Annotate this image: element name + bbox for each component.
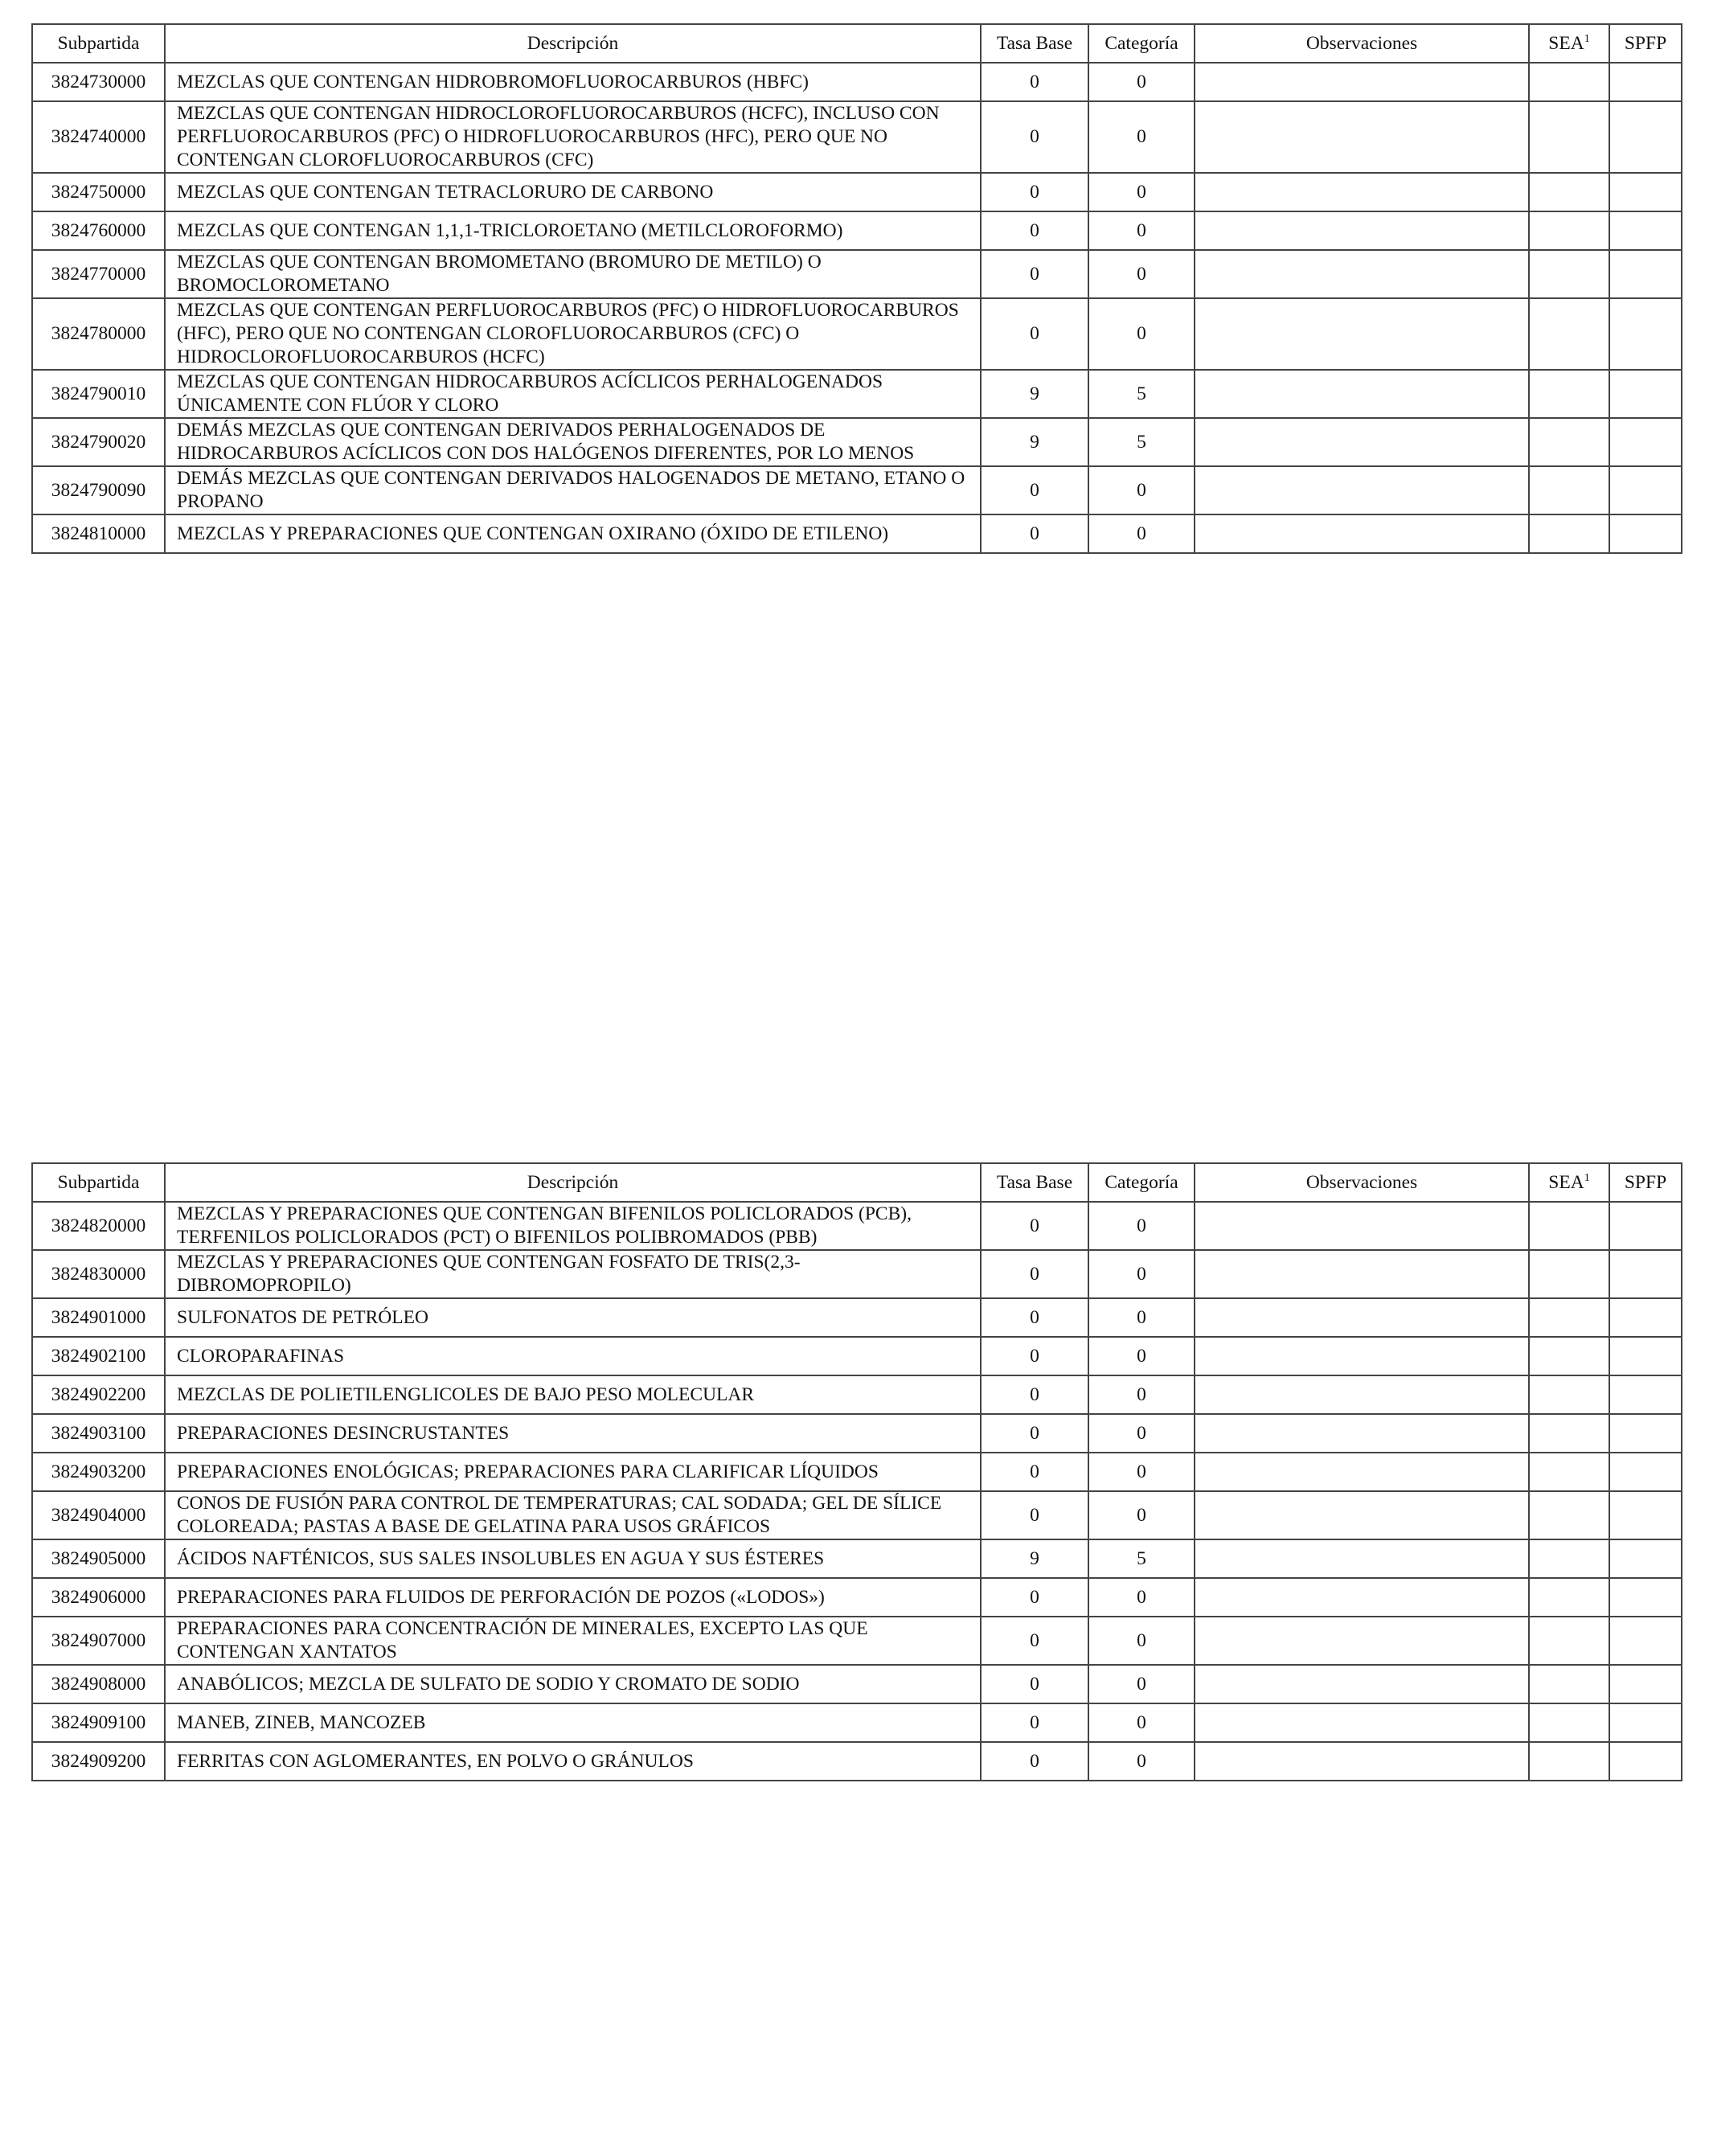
cell-tasa-base: 0	[981, 298, 1088, 370]
header-spfp: SPFP	[1609, 1163, 1682, 1202]
table-row	[32, 466, 1682, 514]
cell-subpartida: 3824740000	[32, 101, 165, 173]
cell-spfp	[1609, 1539, 1682, 1578]
cell-tasa-base: 0	[981, 101, 1088, 173]
cell-descripcion: ANABÓLICOS; MEZCLA DE SULFATO DE SODIO Y CROMATO DE SODIO	[165, 1665, 981, 1703]
cell-spfp	[1609, 1742, 1682, 1781]
cell-categoria: 5	[1088, 1539, 1195, 1578]
cell-categoria: 0	[1088, 1375, 1195, 1414]
cell-sea	[1529, 466, 1609, 514]
cell-subpartida: 3824909100	[32, 1703, 165, 1742]
table-row	[32, 298, 1682, 370]
cell-subpartida: 3824780000	[32, 298, 165, 370]
cell-descripcion: MEZCLAS QUE CONTENGAN PERFLUOROCARBUROS (PFC) O HIDROFLUOROCARBUROS (HFC), PERO QUE NO CONTENGAN CLOROFLUOROCARBUROS (CFC) O HIDROCLOROFLUOROCARBUROS (HCFC)	[165, 298, 981, 370]
cell-sea	[1529, 370, 1609, 418]
cell-subpartida: 3824904000	[32, 1491, 165, 1539]
table-row	[32, 514, 1682, 553]
cell-categoria: 0	[1088, 1337, 1195, 1375]
cell-sea	[1529, 1742, 1609, 1781]
cell-tasa-base: 9	[981, 370, 1088, 418]
cell-tasa-base: 0	[981, 1617, 1088, 1665]
cell-sea	[1529, 211, 1609, 250]
cell-sea	[1529, 418, 1609, 466]
cell-subpartida: 3824902100	[32, 1337, 165, 1375]
cell-subpartida: 3824820000	[32, 1202, 165, 1250]
table-row	[32, 1250, 1682, 1298]
cell-observaciones	[1195, 298, 1529, 370]
cell-sea	[1529, 1617, 1609, 1665]
cell-tasa-base: 0	[981, 1375, 1088, 1414]
cell-subpartida: 3824750000	[32, 173, 165, 211]
cell-spfp	[1609, 211, 1682, 250]
header-observaciones: Observaciones	[1195, 24, 1529, 63]
table-row	[32, 1539, 1682, 1578]
cell-observaciones	[1195, 466, 1529, 514]
cell-tasa-base: 0	[981, 63, 1088, 101]
cell-subpartida: 3824770000	[32, 250, 165, 298]
cell-descripcion: CLOROPARAFINAS	[165, 1337, 981, 1375]
cell-tasa-base: 0	[981, 1298, 1088, 1337]
table-row	[32, 1491, 1682, 1539]
cell-categoria: 0	[1088, 1250, 1195, 1298]
cell-descripcion: MEZCLAS QUE CONTENGAN TETRACLORURO DE CARBONO	[165, 173, 981, 211]
cell-tasa-base: 0	[981, 250, 1088, 298]
tariff-table	[31, 1162, 1682, 1781]
cell-spfp	[1609, 1375, 1682, 1414]
header-observaciones: Observaciones	[1195, 1163, 1529, 1202]
cell-sea	[1529, 1337, 1609, 1375]
cell-categoria: 0	[1088, 101, 1195, 173]
cell-tasa-base: 0	[981, 1665, 1088, 1703]
cell-descripcion: MEZCLAS QUE CONTENGAN 1,1,1-TRICLOROETANO (METILCLOROFORMO)	[165, 211, 981, 250]
cell-sea	[1529, 1375, 1609, 1414]
cell-sea	[1529, 1414, 1609, 1453]
cell-categoria: 0	[1088, 1414, 1195, 1453]
header-sea-label: SEA	[1548, 1171, 1584, 1193]
cell-descripcion: MEZCLAS QUE CONTENGAN HIDROBROMOFLUOROCARBUROS (HBFC)	[165, 63, 981, 101]
cell-observaciones	[1195, 1703, 1529, 1742]
cell-spfp	[1609, 1491, 1682, 1539]
cell-observaciones	[1195, 1539, 1529, 1578]
cell-descripcion: MEZCLAS QUE CONTENGAN BROMOMETANO (BROMURO DE METILO) O BROMOCLOROMETANO	[165, 250, 981, 298]
cell-descripcion: PREPARACIONES PARA CONCENTRACIÓN DE MINERALES, EXCEPTO LAS QUE CONTENGAN XANTATOS	[165, 1617, 981, 1665]
cell-categoria: 0	[1088, 466, 1195, 514]
cell-spfp	[1609, 370, 1682, 418]
cell-observaciones	[1195, 1491, 1529, 1539]
cell-tasa-base: 9	[981, 418, 1088, 466]
cell-subpartida: 3824901000	[32, 1298, 165, 1337]
cell-sea	[1529, 1453, 1609, 1491]
table-row	[32, 1742, 1682, 1781]
cell-observaciones	[1195, 250, 1529, 298]
cell-sea	[1529, 1491, 1609, 1539]
header-subpartida: Subpartida	[32, 24, 165, 63]
cell-descripcion: PREPARACIONES DESINCRUSTANTES	[165, 1414, 981, 1453]
cell-tasa-base: 0	[981, 1414, 1088, 1453]
cell-categoria: 0	[1088, 1742, 1195, 1781]
cell-descripcion: MEZCLAS DE POLIETILENGLICOLES DE BAJO PESO MOLECULAR	[165, 1375, 981, 1414]
cell-categoria: 0	[1088, 1665, 1195, 1703]
table-row	[32, 211, 1682, 250]
cell-sea	[1529, 63, 1609, 101]
cell-subpartida: 3824905000	[32, 1539, 165, 1578]
cell-descripcion: ÁCIDOS NAFTÉNICOS, SUS SALES INSOLUBLES EN AGUA Y SUS ÉSTERES	[165, 1539, 981, 1578]
cell-descripcion: FERRITAS CON AGLOMERANTES, EN POLVO O GRÁNULOS	[165, 1742, 981, 1781]
table-row	[32, 1337, 1682, 1375]
cell-subpartida: 3824810000	[32, 514, 165, 553]
cell-observaciones	[1195, 1578, 1529, 1617]
sea-footnote-marker: 1	[1584, 1171, 1590, 1184]
header-spfp: SPFP	[1609, 24, 1682, 63]
table-row	[32, 1298, 1682, 1337]
cell-observaciones	[1195, 370, 1529, 418]
cell-observaciones	[1195, 1202, 1529, 1250]
cell-categoria: 0	[1088, 211, 1195, 250]
cell-spfp	[1609, 63, 1682, 101]
header-subpartida: Subpartida	[32, 1163, 165, 1202]
cell-spfp	[1609, 1578, 1682, 1617]
cell-observaciones	[1195, 101, 1529, 173]
table-row	[32, 63, 1682, 101]
cell-categoria: 0	[1088, 1491, 1195, 1539]
cell-tasa-base: 9	[981, 1539, 1088, 1578]
cell-subpartida: 3824903100	[32, 1414, 165, 1453]
cell-spfp	[1609, 101, 1682, 173]
cell-observaciones	[1195, 1665, 1529, 1703]
table-row	[32, 250, 1682, 298]
table-row	[32, 1202, 1682, 1250]
cell-observaciones	[1195, 1414, 1529, 1453]
cell-subpartida: 3824830000	[32, 1250, 165, 1298]
cell-categoria: 5	[1088, 370, 1195, 418]
cell-descripcion: CONOS DE FUSIÓN PARA CONTROL DE TEMPERATURAS; CAL SODADA; GEL DE SÍLICE COLOREADA; PASTAS A BASE DE GELATINA PARA USOS GRÁFICOS	[165, 1491, 981, 1539]
cell-sea	[1529, 1703, 1609, 1742]
cell-spfp	[1609, 1453, 1682, 1491]
cell-spfp	[1609, 1617, 1682, 1665]
cell-subpartida: 3824906000	[32, 1578, 165, 1617]
cell-sea	[1529, 1202, 1609, 1250]
cell-tasa-base: 0	[981, 1491, 1088, 1539]
tariff-table	[31, 23, 1682, 554]
cell-subpartida: 3824790020	[32, 418, 165, 466]
table-row	[32, 1453, 1682, 1491]
header-categoria: Categoría	[1088, 1163, 1195, 1202]
cell-sea	[1529, 250, 1609, 298]
cell-observaciones	[1195, 418, 1529, 466]
table-row	[32, 1375, 1682, 1414]
header-tasa-base: Tasa Base	[981, 1163, 1088, 1202]
cell-descripcion: DEMÁS MEZCLAS QUE CONTENGAN DERIVADOS PERHALOGENADOS DE HIDROCARBUROS ACÍCLICOS CON DOS HALÓGENOS DIFERENTES, POR LO MENOS	[165, 418, 981, 466]
header-row	[32, 1163, 1682, 1202]
cell-spfp	[1609, 1665, 1682, 1703]
cell-spfp	[1609, 514, 1682, 553]
cell-spfp	[1609, 1337, 1682, 1375]
cell-spfp	[1609, 1298, 1682, 1337]
header-sea	[1529, 1163, 1609, 1202]
cell-sea	[1529, 298, 1609, 370]
cell-tasa-base: 0	[981, 466, 1088, 514]
cell-descripcion: PREPARACIONES ENOLÓGICAS; PREPARACIONES PARA CLARIFICAR LÍQUIDOS	[165, 1453, 981, 1491]
cell-categoria: 0	[1088, 1703, 1195, 1742]
cell-descripcion: MEZCLAS Y PREPARACIONES QUE CONTENGAN OXIRANO (ÓXIDO DE ETILENO)	[165, 514, 981, 553]
cell-sea	[1529, 1539, 1609, 1578]
cell-observaciones	[1195, 1617, 1529, 1665]
header-descripcion: Descripción	[165, 1163, 981, 1202]
cell-subpartida: 3824909200	[32, 1742, 165, 1781]
cell-tasa-base: 0	[981, 1578, 1088, 1617]
cell-categoria: 0	[1088, 173, 1195, 211]
cell-observaciones	[1195, 1453, 1529, 1491]
cell-sea	[1529, 514, 1609, 553]
header-descripcion: Descripción	[165, 24, 981, 63]
table-row	[32, 1578, 1682, 1617]
cell-sea	[1529, 1665, 1609, 1703]
cell-categoria: 0	[1088, 250, 1195, 298]
cell-spfp	[1609, 466, 1682, 514]
cell-tasa-base: 0	[981, 1250, 1088, 1298]
table-row	[32, 101, 1682, 173]
cell-observaciones	[1195, 514, 1529, 553]
cell-sea	[1529, 101, 1609, 173]
cell-observaciones	[1195, 1250, 1529, 1298]
cell-descripcion: SULFONATOS DE PETRÓLEO	[165, 1298, 981, 1337]
cell-descripcion: MEZCLAS Y PREPARACIONES QUE CONTENGAN FOSFATO DE TRIS(2,3-DIBROMOPROPILO)	[165, 1250, 981, 1298]
cell-descripcion: PREPARACIONES PARA FLUIDOS DE PERFORACIÓN DE POZOS («LODOS»)	[165, 1578, 981, 1617]
cell-descripcion: MEZCLAS QUE CONTENGAN HIDROCLOROFLUOROCARBUROS (HCFC), INCLUSO CON PERFLUOROCARBUROS (PFC) O HIDROFLUOROCARBUROS (HFC), PERO QUE NO CONTENGAN CLOROFLUOROCARBUROS (CFC)	[165, 101, 981, 173]
cell-subpartida: 3824790010	[32, 370, 165, 418]
cell-observaciones	[1195, 173, 1529, 211]
table-row	[32, 1617, 1682, 1665]
cell-spfp	[1609, 1414, 1682, 1453]
cell-categoria: 0	[1088, 514, 1195, 553]
cell-categoria: 0	[1088, 298, 1195, 370]
cell-subpartida: 3824730000	[32, 63, 165, 101]
header-sea-label: SEA	[1548, 32, 1584, 54]
header-categoria: Categoría	[1088, 24, 1195, 63]
cell-categoria: 5	[1088, 418, 1195, 466]
cell-spfp	[1609, 418, 1682, 466]
cell-subpartida: 3824908000	[32, 1665, 165, 1703]
cell-subpartida: 3824903200	[32, 1453, 165, 1491]
cell-spfp	[1609, 1202, 1682, 1250]
cell-tasa-base: 0	[981, 1202, 1088, 1250]
cell-subpartida: 3824907000	[32, 1617, 165, 1665]
cell-subpartida: 3824790090	[32, 466, 165, 514]
cell-sea	[1529, 1250, 1609, 1298]
cell-observaciones	[1195, 1742, 1529, 1781]
cell-categoria: 0	[1088, 1578, 1195, 1617]
cell-tasa-base: 0	[981, 1742, 1088, 1781]
cell-categoria: 0	[1088, 1453, 1195, 1491]
cell-sea	[1529, 173, 1609, 211]
cell-descripcion: MEZCLAS QUE CONTENGAN HIDROCARBUROS ACÍCLICOS PERHALOGENADOS ÚNICAMENTE CON FLÚOR Y CLORO	[165, 370, 981, 418]
cell-descripcion: MANEB, ZINEB, MANCOZEB	[165, 1703, 981, 1742]
cell-subpartida: 3824760000	[32, 211, 165, 250]
table-row	[32, 1414, 1682, 1453]
cell-tasa-base: 0	[981, 1703, 1088, 1742]
cell-tasa-base: 0	[981, 514, 1088, 553]
table-row	[32, 418, 1682, 466]
cell-categoria: 0	[1088, 1202, 1195, 1250]
cell-subpartida: 3824902200	[32, 1375, 165, 1414]
cell-sea	[1529, 1298, 1609, 1337]
header-sea	[1529, 24, 1609, 63]
cell-tasa-base: 0	[981, 1453, 1088, 1491]
cell-observaciones	[1195, 1337, 1529, 1375]
table-row	[32, 370, 1682, 418]
cell-descripcion: DEMÁS MEZCLAS QUE CONTENGAN DERIVADOS HALOGENADOS DE METANO, ETANO O PROPANO	[165, 466, 981, 514]
cell-spfp	[1609, 298, 1682, 370]
cell-tasa-base: 0	[981, 173, 1088, 211]
table-row	[32, 1665, 1682, 1703]
cell-observaciones	[1195, 1298, 1529, 1337]
cell-categoria: 0	[1088, 1298, 1195, 1337]
cell-tasa-base: 0	[981, 1337, 1088, 1375]
cell-spfp	[1609, 1703, 1682, 1742]
sea-footnote-marker: 1	[1584, 32, 1590, 45]
header-tasa-base: Tasa Base	[981, 24, 1088, 63]
cell-spfp	[1609, 173, 1682, 211]
cell-observaciones	[1195, 1375, 1529, 1414]
table-row	[32, 1703, 1682, 1742]
cell-tasa-base: 0	[981, 211, 1088, 250]
cell-observaciones	[1195, 211, 1529, 250]
header-row	[32, 24, 1682, 63]
cell-sea	[1529, 1578, 1609, 1617]
cell-categoria: 0	[1088, 1617, 1195, 1665]
cell-spfp	[1609, 250, 1682, 298]
cell-spfp	[1609, 1250, 1682, 1298]
table-row	[32, 173, 1682, 211]
cell-descripcion: MEZCLAS Y PREPARACIONES QUE CONTENGAN BIFENILOS POLICLORADOS (PCB), TERFENILOS POLICLORADOS (PCT) O BIFENILOS POLIBROMADOS (PBB)	[165, 1202, 981, 1250]
cell-observaciones	[1195, 63, 1529, 101]
cell-categoria: 0	[1088, 63, 1195, 101]
